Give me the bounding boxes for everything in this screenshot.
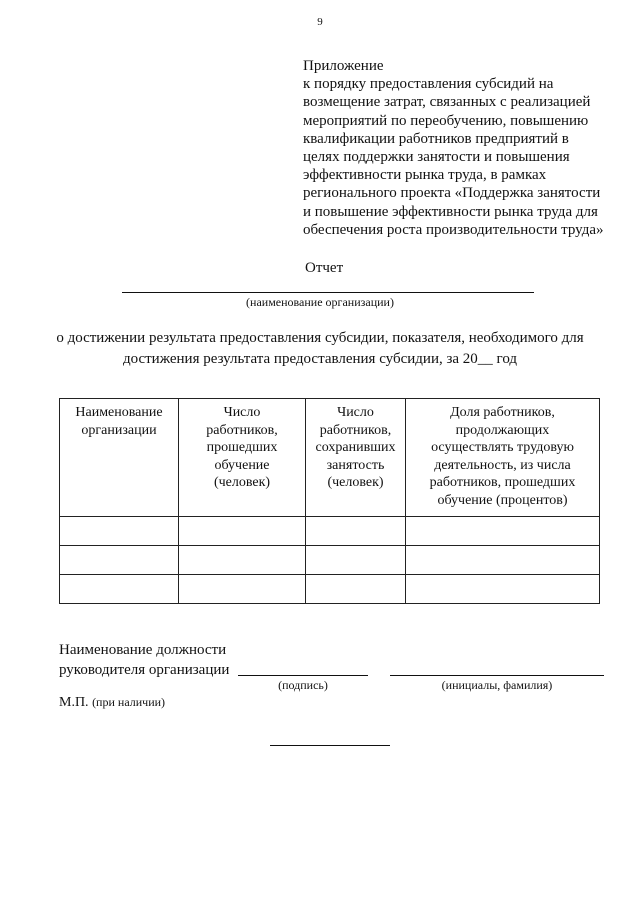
header-text: обучение (процентов): [437, 492, 568, 508]
table-cell: [60, 575, 179, 604]
appendix-line: и повышение эффективности рынка труда для: [303, 203, 598, 220]
header-text: Число: [337, 405, 374, 420]
header-text: осуществлять трудовую: [431, 440, 574, 455]
table-cell: [179, 517, 306, 546]
header-text: (человек): [213, 475, 271, 490]
appendix-line: обеспечения роста производительности труда»: [303, 221, 604, 238]
org-name-caption: (наименование организации): [246, 295, 394, 309]
header-text: прошедших: [206, 440, 278, 455]
appendix-line: эффективности рынка труда, в рамках: [303, 167, 547, 184]
appendix-line: к порядку предоставления субсидий на: [303, 76, 554, 93]
subtitle-line: о достижении результата предоставления субсидии, показателя, необходимого для: [56, 330, 584, 346]
header-text: продолжающих: [455, 422, 550, 438]
table-row: [60, 517, 600, 546]
header-text: работников,: [319, 422, 392, 438]
results-table: [59, 398, 600, 604]
appendix-line: мероприятий по переобучению, повышению: [303, 112, 589, 129]
header-text: организации: [81, 422, 157, 438]
header-text: занятость: [326, 457, 385, 473]
position-title-line2: руководителя организации: [59, 662, 230, 678]
appendix-line: регионального проекта «Поддержка занятости: [303, 185, 601, 202]
report-subtitle: [0, 328, 640, 370]
header-trained-count: [179, 399, 306, 517]
header-text: сохранивших: [315, 440, 396, 455]
header-retained-count: [306, 399, 406, 517]
stamp-place: [59, 695, 165, 711]
page-number: 9: [317, 16, 323, 28]
header-text: работников,: [206, 422, 278, 438]
header-text: обучение: [214, 457, 270, 473]
name-caption: (инициалы, фамилия): [441, 678, 553, 692]
subtitle-line: достижения результата предоставления субсидии, за 20__ год: [122, 351, 518, 367]
header-text: (человек): [327, 475, 384, 490]
table-cell: [179, 575, 306, 604]
closing-divider: [270, 745, 390, 746]
table-cell: [306, 517, 406, 546]
signature-line: [238, 675, 368, 676]
header-text: Число: [223, 405, 261, 420]
table-header-row: [60, 399, 600, 517]
position-title-line1: Наименование должности: [59, 642, 227, 658]
table-cell: [406, 546, 600, 575]
table-row: [60, 546, 600, 575]
table-cell: [60, 546, 179, 575]
header-text: Наименование: [75, 405, 163, 420]
appendix-line: Приложение: [303, 58, 384, 74]
table-cell: [60, 517, 179, 546]
stamp-label: М.П.: [59, 695, 89, 710]
signature-caption: (подпись): [278, 678, 328, 692]
org-name-line: [122, 292, 534, 293]
table-cell: [406, 575, 600, 604]
report-title: Отчет: [305, 260, 344, 276]
table-cell: [306, 575, 406, 604]
header-text: работников, прошедших: [429, 475, 576, 490]
header-org-name: [60, 399, 179, 517]
appendix-note: [303, 57, 623, 239]
header-text: деятельность, из числа: [434, 457, 571, 473]
table-cell: [406, 517, 600, 546]
header-share-percent: [406, 399, 600, 517]
appendix-line: квалификации работников предприятий в: [303, 130, 569, 147]
stamp-note: (при наличии): [92, 695, 166, 709]
table-row: [60, 575, 600, 604]
table-cell: [179, 546, 306, 575]
appendix-line: возмещение затрат, связанных с реализацией: [303, 94, 591, 111]
name-line: [390, 675, 604, 676]
table-cell: [306, 546, 406, 575]
header-text: Доля работников,: [450, 405, 555, 420]
appendix-line: целях поддержки занятости и повышения: [303, 149, 570, 166]
